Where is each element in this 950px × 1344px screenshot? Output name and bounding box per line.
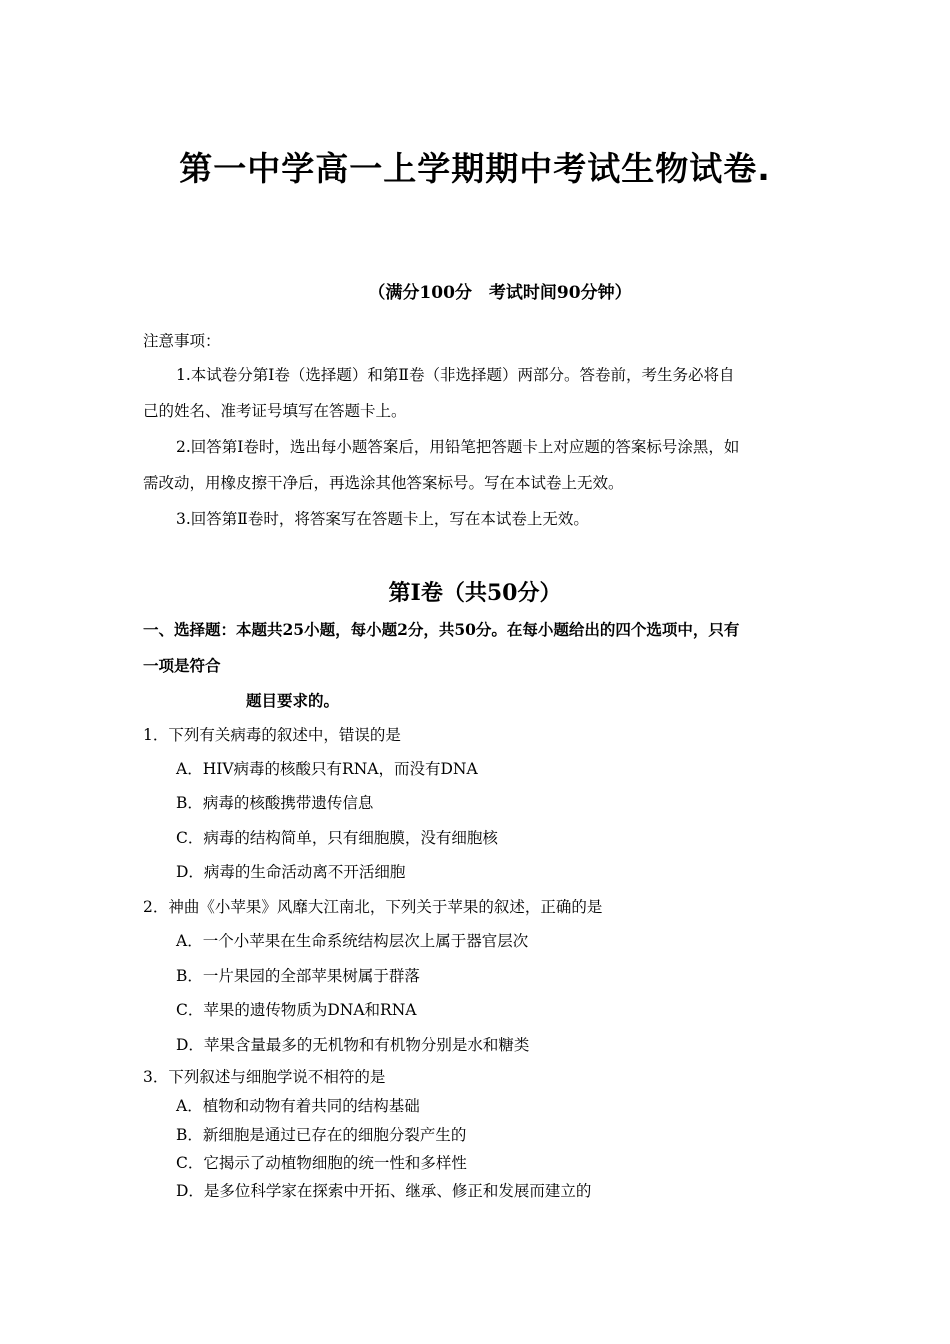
notice-line: 己的姓名、准考证号填写在答题卡上。: [143, 402, 407, 420]
notice-line: 2.回答第Ⅰ卷时，选出每小题答案后，用铅笔把答题卡上对应题的答案标号涂黑，如: [176, 438, 740, 456]
exam-info: （满分100分 考试时间90分钟）: [368, 283, 632, 303]
question-option: D．病毒的生命活动离不开活细胞: [176, 863, 406, 881]
question-stem: 3．下列叙述与细胞学说不相符的是: [143, 1068, 386, 1086]
question-stem: 1．下列有关病毒的叙述中，错误的是: [143, 726, 401, 744]
question-option: C．病毒的结构简单，只有细胞膜，没有细胞核: [176, 829, 498, 847]
question-option: C．它揭示了动植物细胞的统一性和多样性: [176, 1154, 467, 1172]
question-option: B．新细胞是通过已存在的细胞分裂产生的: [176, 1126, 467, 1144]
question-option: A．植物和动物有着共同的结构基础: [176, 1097, 420, 1115]
question-option: D．苹果含量最多的无机物和有机物分别是水和糖类: [176, 1036, 530, 1054]
notice-line: 需改动，用橡皮擦干净后，再选涂其他答案标号。写在本试卷上无效。: [143, 474, 624, 492]
section-title: 第Ⅰ卷（共50分）: [388, 580, 562, 606]
question-option: A．HIV病毒的核酸只有RNA，而没有DNA: [176, 760, 478, 778]
question-option: B．病毒的核酸携带遗传信息: [176, 794, 374, 812]
question-option: A．一个小苹果在生命系统结构层次上属于器官层次: [176, 932, 529, 950]
notice-line: 1.本试卷分第Ⅰ卷（选择题）和第Ⅱ卷（非选择题）两部分。答卷前，考生务必将自: [176, 366, 735, 384]
question-option: B．一片果园的全部苹果树属于群落: [176, 967, 420, 985]
section-instruction: 一项是符合: [143, 656, 221, 675]
section-instruction: 一、选择题：本题共25小题，每小题2分，共50分。在每小题给出的四个选项中，只有: [143, 620, 740, 639]
notice-line: 3.回答第Ⅱ卷时，将答案写在答题卡上，写在本试卷上无效。: [176, 510, 589, 528]
notice-heading: 注意事项：: [143, 332, 221, 350]
question-stem: 2．神曲《小苹果》风靡大江南北，下列关于苹果的叙述，正确的是: [143, 898, 603, 916]
section-instruction: 题目要求的。: [246, 691, 340, 710]
question-option: D．是多位科学家在探索中开拓、继承、修正和发展而建立的: [176, 1182, 592, 1200]
page-title: 第一中学高一上学期期中考试生物试卷.: [179, 149, 771, 188]
question-option: C．苹果的遗传物质为DNA和RNA: [176, 1001, 417, 1019]
